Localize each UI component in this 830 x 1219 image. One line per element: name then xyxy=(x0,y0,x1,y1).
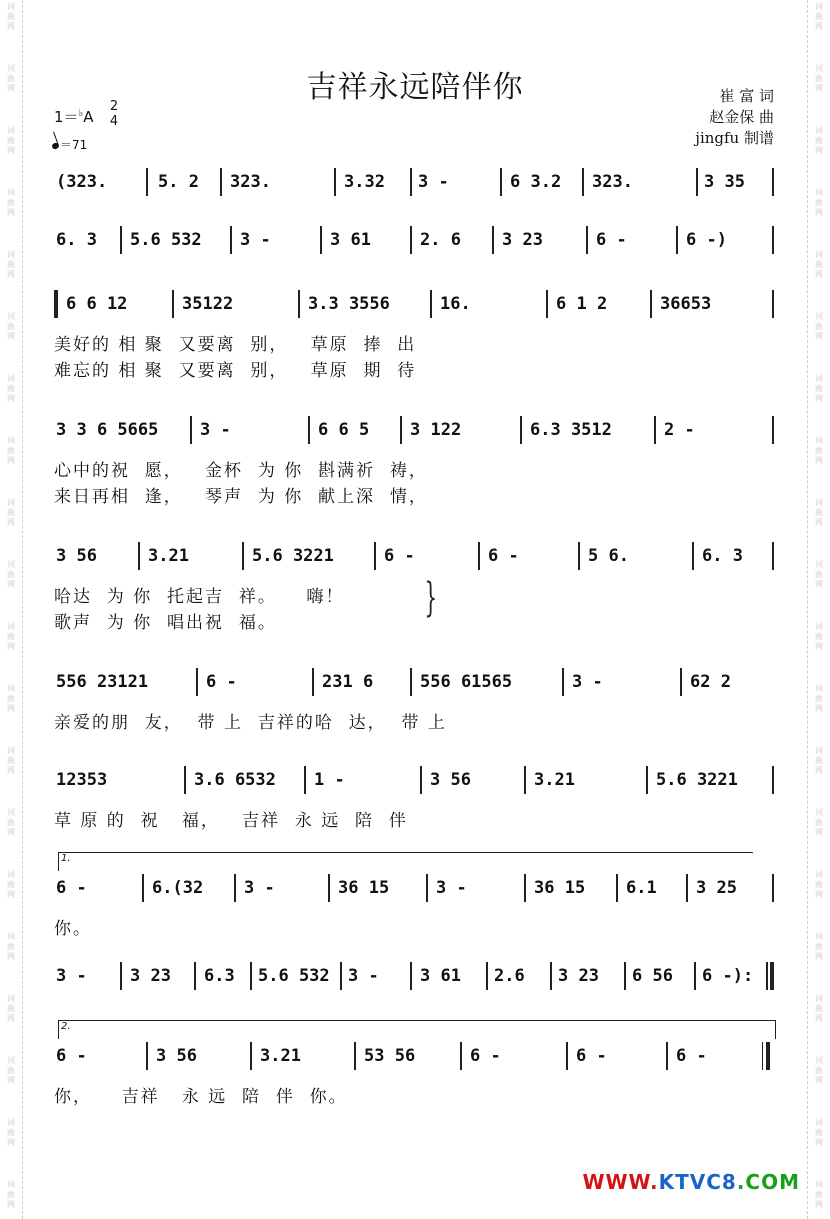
composer-credit: 赵金保 曲 xyxy=(709,108,774,126)
measure: 2. 6 xyxy=(420,230,461,250)
measure: 3.21 xyxy=(148,546,189,566)
measure: 3 - xyxy=(56,966,87,986)
measure: 556 23121 xyxy=(56,672,149,692)
measure: 3.21 xyxy=(534,770,575,790)
lyric-line-verse2: 来日再相 逢， 琴声 为 你 献上深 情， xyxy=(54,487,428,507)
measure: 36 15 xyxy=(338,878,390,898)
measure: 6 6 12 xyxy=(66,294,128,314)
measure: 6.3 xyxy=(204,966,235,986)
verse-brace: } xyxy=(424,575,438,621)
measure: 5.6 3221 xyxy=(252,546,334,566)
lyricist-credit: 崔 富 词 xyxy=(719,87,774,105)
site-watermark: WWW.KTVC8.COM xyxy=(582,1170,800,1194)
measure: 1 - xyxy=(314,770,345,790)
second-ending-bracket: 2. xyxy=(58,1020,776,1039)
score-row xyxy=(54,966,776,990)
measure: 6 - xyxy=(596,230,627,250)
measure: 2 - xyxy=(664,420,695,440)
measure: 3 25 xyxy=(696,878,737,898)
measure: 3 122 xyxy=(410,420,462,440)
measure: 6 - xyxy=(56,878,87,898)
left-watermark-strip: 词 曲 网 词 曲 网 词 曲 网 词 曲 网 词 曲 网 词 曲 网 词 曲 网 词 曲 网 词 曲 网 词 曲 网 词 曲 网 词 曲 网 词 曲 网 词 曲 网 词 曲 网 词 曲 网 词 曲 网 词 曲 网 词 曲 网 词 曲 网 xyxy=(0,0,23,1219)
measure: 231 6 xyxy=(322,672,374,692)
measure: 3 - xyxy=(244,878,275,898)
measure: 323. xyxy=(592,172,633,192)
measure: 3 23 xyxy=(502,230,543,250)
lyric-line-verse1: 哈达 为 你 托起吉 祥。 嗨！ xyxy=(54,587,345,607)
measure: 6 -) xyxy=(686,230,727,250)
measure: 3 - xyxy=(240,230,271,250)
measure: 3.32 xyxy=(344,172,385,192)
measure: 323. xyxy=(230,172,271,192)
measure: 3 - xyxy=(348,966,379,986)
measure: 6 - xyxy=(488,546,519,566)
score-row xyxy=(54,294,776,318)
measure: 16. xyxy=(440,294,471,314)
measure: 6.1 xyxy=(626,878,657,898)
measure: 6 - xyxy=(676,1046,707,1066)
flat-symbol: ♭ xyxy=(78,108,84,119)
measure: 3 3 6 5665 xyxy=(56,420,159,440)
lyric-line-verse1: 心中的祝 愿， 金杯 为 你 斟满祈 祷， xyxy=(54,461,428,481)
measure: 3 - xyxy=(436,878,467,898)
measure: 3 23 xyxy=(558,966,599,986)
measure: 6. 3 xyxy=(702,546,743,566)
measure: 36 15 xyxy=(534,878,586,898)
measure: 3.21 xyxy=(260,1046,301,1066)
lyric-line-ending2: 你， 吉祥 永 远 陪 伴 你。 xyxy=(54,1087,348,1107)
measure: 3 56 xyxy=(430,770,471,790)
measure: 6 - xyxy=(56,1046,87,1066)
measure: 53 56 xyxy=(364,1046,416,1066)
score-row xyxy=(54,1046,776,1070)
measure: 35122 xyxy=(182,294,234,314)
measure: 3 - xyxy=(418,172,449,192)
measure: (323. xyxy=(56,172,108,192)
measure: 3 61 xyxy=(420,966,461,986)
measure: 6.3 3512 xyxy=(530,420,612,440)
measure: 6.(32 xyxy=(152,878,204,898)
measure: 5.6 532 xyxy=(130,230,202,250)
measure: 3.6 6532 xyxy=(194,770,276,790)
score-row xyxy=(54,172,776,196)
measure: 6. 3 xyxy=(56,230,97,250)
lyric-line-chorus: 草 原 的 祝 福， 吉祥 永 远 陪 伴 xyxy=(54,811,408,831)
measure: 3 56 xyxy=(156,1046,197,1066)
measure: 5 6. xyxy=(588,546,629,566)
measure: 3.3 3556 xyxy=(308,294,390,314)
measure: 6 -): xyxy=(702,966,754,986)
measure: 6 - xyxy=(206,672,237,692)
measure: 6 56 xyxy=(632,966,673,986)
tempo-marking: ＝71 xyxy=(52,136,87,153)
measure: 6 - xyxy=(470,1046,501,1066)
measure: 3 56 xyxy=(56,546,97,566)
lyric-line-verse1: 美好的 相 聚 又要离 别， 草原 捧 出 xyxy=(54,335,417,355)
measure: 6 - xyxy=(384,546,415,566)
song-title: 吉祥永远陪伴你 xyxy=(306,70,524,105)
measure: 3 61 xyxy=(330,230,371,250)
key-signature: 1＝♭A xyxy=(54,108,94,126)
measure: 3 35 xyxy=(704,172,745,192)
score-row xyxy=(54,546,776,570)
measure: 6 1 2 xyxy=(556,294,608,314)
measure: 6 - xyxy=(576,1046,607,1066)
measure: 36653 xyxy=(660,294,712,314)
measure: 2.6 xyxy=(494,966,525,986)
first-ending-bracket: 1. xyxy=(58,852,753,871)
measure: 5.6 532 xyxy=(258,966,330,986)
lyric-line-ending1: 你。 xyxy=(54,919,92,939)
score-row xyxy=(54,230,776,254)
score-row xyxy=(54,420,776,444)
measure: 556 61565 xyxy=(420,672,513,692)
measure: 5.6 3221 xyxy=(656,770,738,790)
credits xyxy=(695,86,774,149)
measure: 6 3.2 xyxy=(510,172,562,192)
measure: 62 2 xyxy=(690,672,731,692)
right-watermark-strip: 词 曲 网 词 曲 网 词 曲 网 词 曲 网 词 曲 网 词 曲 网 词 曲 网 词 曲 网 词 曲 网 词 曲 网 词 曲 网 词 曲 网 词 曲 网 词 曲 网 词 曲 网 词 曲 网 词 曲 网 词 曲 网 词 曲 网 词 曲 网 xyxy=(807,0,830,1219)
measure: 3 - xyxy=(200,420,231,440)
score-row xyxy=(54,878,776,902)
quarter-note-icon xyxy=(51,142,60,150)
time-signature: 2 4 xyxy=(109,99,119,129)
measure: 6 6 5 xyxy=(318,420,370,440)
score-row xyxy=(54,672,776,696)
lyric-line-verse2: 难忘的 相 聚 又要离 别， 草原 期 待 xyxy=(54,361,417,381)
lyric-line-chorus: 亲爱的朋 友， 带 上 吉祥的哈 达， 带 上 xyxy=(54,713,447,733)
measure: 3 - xyxy=(572,672,603,692)
arranger-credit: jingfu 制谱 xyxy=(695,129,774,147)
lyric-line-verse2: 歌声 为 你 唱出祝 福。 xyxy=(54,613,277,633)
score-row xyxy=(54,770,776,794)
measure: 5. 2 xyxy=(158,172,199,192)
measure: 3 23 xyxy=(130,966,171,986)
measure: 12353 xyxy=(56,770,108,790)
